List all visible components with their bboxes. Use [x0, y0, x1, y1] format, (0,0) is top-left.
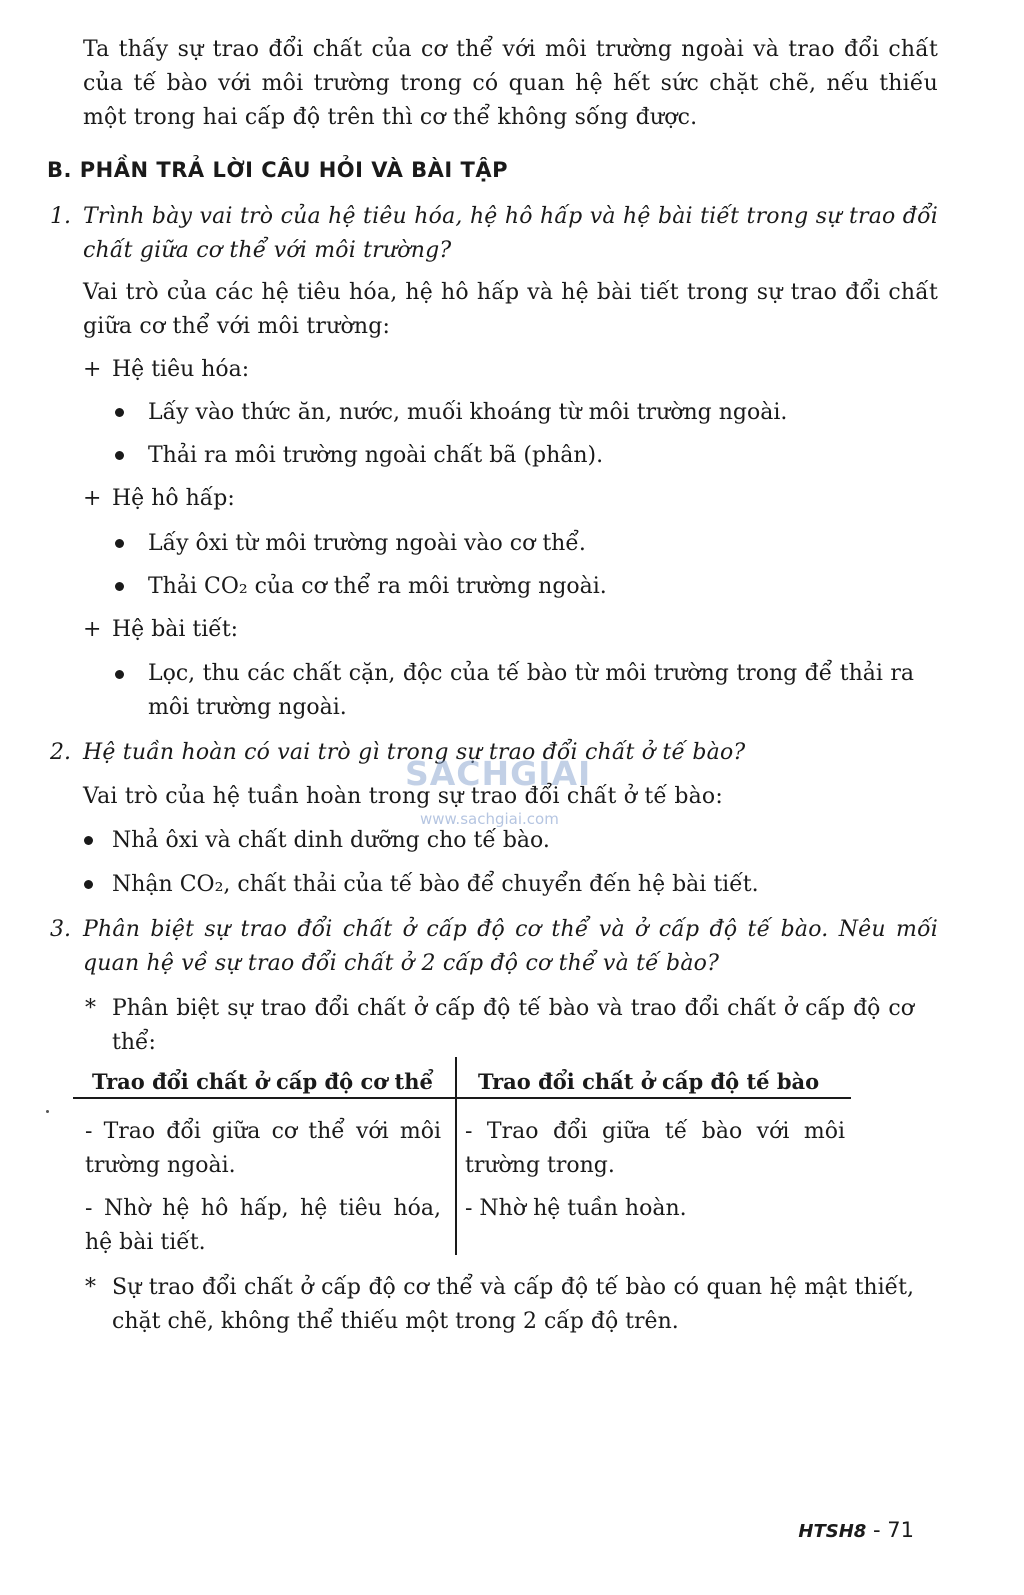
q1-system-item: Lấy ôxi từ môi trường ngoài vào cơ thể.: [148, 531, 586, 556]
q2-question: Hệ tuần hoàn có vai trò gì trong sự trao đổi chất ở tế bào?: [83, 740, 746, 765]
book-code: HTSH8: [798, 1521, 867, 1542]
table-cell: - Trao đổi giữa tế bào với môi trường trong.: [465, 1119, 845, 1178]
q1-number: 1.: [50, 204, 71, 229]
q1-system-item: Lọc, thu các chất cặn, độc của tế bào từ môi trường trong để thải ra môi trường ngoài.: [148, 661, 914, 720]
star-marker: *: [85, 996, 96, 1021]
q3-number: 3.: [50, 917, 71, 942]
table-cell: - Trao đổi giữa cơ thể với môi trường ngoài.: [85, 1119, 441, 1178]
table-column-divider: [455, 1057, 457, 1255]
scan-speck: [46, 1110, 49, 1113]
table-header-cell-level: Trao đổi chất ở cấp độ tế bào: [478, 1069, 820, 1094]
bullet-icon: [115, 670, 124, 679]
q1-system-marker: +: [83, 357, 102, 382]
q1-system-marker: +: [83, 617, 102, 642]
bullet-icon: [84, 880, 93, 889]
page-footer: [798, 1518, 914, 1542]
q1-system-item: Lấy vào thức ăn, nước, muối khoáng từ môi trường ngoài.: [148, 400, 788, 425]
q3-star2-text: Sự trao đổi chất ở cấp độ cơ thể và cấp độ tế bào có quan hệ mật thiết, chặt chẽ, không thể thiếu một trong 2 cấp độ trên.: [112, 1275, 914, 1334]
q1-system-name: Hệ tiêu hóa:: [112, 357, 250, 382]
bullet-icon: [115, 539, 124, 548]
table-cell: - Nhờ hệ tuần hoàn.: [465, 1196, 687, 1221]
table-header-body-level: Trao đổi chất ở cấp độ cơ thể: [92, 1069, 433, 1094]
q2-answer-intro: Vai trò của hệ tuần hoàn trong sự trao đổi chất ở tế bào:: [83, 784, 723, 809]
q2-item: Nhả ôxi và chất dinh dưỡng cho tế bào.: [112, 828, 550, 853]
q1-system-item: Thải ra môi trường ngoài chất bã (phân).: [148, 443, 604, 468]
bullet-icon: [115, 451, 124, 460]
q1-system-name: Hệ hô hấp:: [112, 486, 235, 511]
footer-separator: -: [873, 1518, 881, 1542]
q1-answer-intro: Vai trò của các hệ tiêu hóa, hệ hô hấp và hệ bài tiết trong sự trao đổi chất giữa cơ thể với môi trường:: [83, 280, 938, 339]
table-header-rule: [73, 1097, 851, 1099]
section-heading: B. PHẦN TRẢ LỜI CÂU HỎI VÀ BÀI TẬP: [47, 158, 508, 182]
watermark-brand: SACHGIAI: [405, 754, 592, 793]
q1-question: Trình bày vai trò của hệ tiêu hóa, hệ hô hấp và hệ bài tiết trong sự trao đổi chất giữa cơ thể với môi trường?: [83, 204, 938, 263]
q2-number: 2.: [50, 740, 71, 765]
bullet-icon: [115, 582, 124, 591]
q2-item: Nhận CO₂, chất thải của tế bào để chuyển đến hệ bài tiết.: [112, 872, 759, 897]
q1-system-marker: +: [83, 486, 102, 511]
q1-system-item: Thải CO₂ của cơ thể ra môi trường ngoài.: [148, 574, 607, 599]
intro-paragraph: Ta thấy sự trao đổi chất của cơ thể với môi trường ngoài và trao đổi chất của tế bào với môi trường trong có quan hệ hết sức chặt chẽ, nếu thiếu một trong hai cấp độ trên thì cơ thể không sống được.: [83, 37, 938, 130]
watermark-url: www.sachgiai.com: [420, 810, 559, 828]
bullet-icon: [115, 408, 124, 417]
q3-star1-text: Phân biệt sự trao đổi chất ở cấp độ tế bào và trao đổi chất ở cấp độ cơ thể:: [112, 996, 914, 1055]
bullet-icon: [84, 836, 93, 845]
q3-question: Phân biệt sự trao đổi chất ở cấp độ cơ thể và ở cấp độ tế bào. Nêu mối quan hệ về sự trao đổi chất ở 2 cấp độ cơ thể và tế bào?: [83, 917, 938, 976]
q1-system-name: Hệ bài tiết:: [112, 617, 239, 642]
table-cell: - Nhờ hệ hô hấp, hệ tiêu hóa, hệ bài tiết.: [85, 1196, 441, 1255]
page-number: 71: [887, 1518, 914, 1542]
star-marker: *: [85, 1275, 96, 1300]
